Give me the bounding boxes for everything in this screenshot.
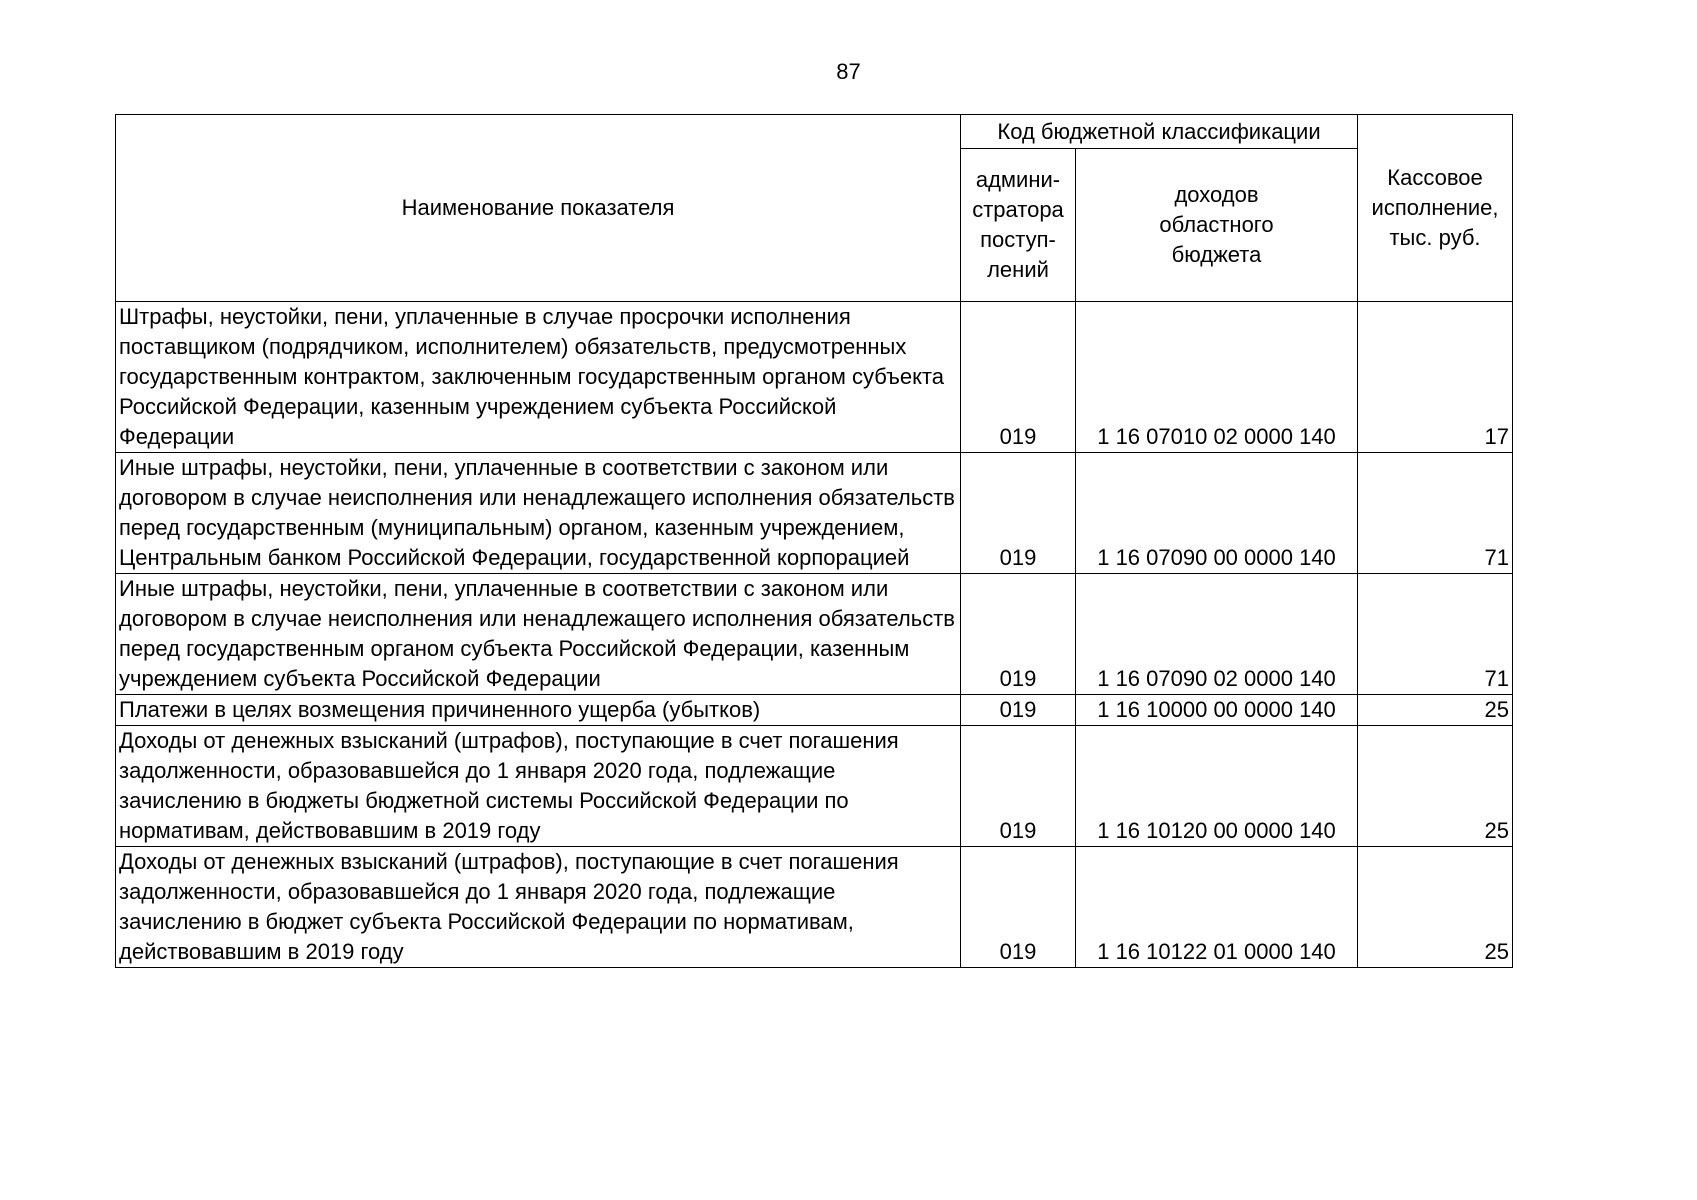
admin-code: 019 bbox=[961, 574, 1076, 695]
header-admin-line: админи- bbox=[975, 167, 1061, 192]
header-admin-line: стратора bbox=[972, 197, 1064, 222]
header-name: Наименование показателя bbox=[116, 115, 961, 302]
page-number: 87 bbox=[836, 59, 861, 84]
table-row bbox=[116, 302, 1513, 453]
income-code: 1 16 10120 00 0000 140 bbox=[1076, 726, 1358, 847]
indicator-name: Иные штрафы, неустойки, пени, уплаченные в соответствии с законом или договором в случае неисполнения или ненадлежащего исполнения обязательств перед государственным (муниципальным) органом, казенным учреждением, Центральным банком Российской Федерации, государственной корпорацией bbox=[116, 453, 961, 574]
cash-value: 25 bbox=[1358, 695, 1513, 726]
income-code: 1 16 10122 01 0000 140 bbox=[1076, 847, 1358, 968]
cash-value: 25 bbox=[1358, 847, 1513, 968]
header-admin-line: лений bbox=[987, 257, 1049, 282]
header-admin-line: поступ- bbox=[980, 227, 1056, 252]
header-cash-line: Кассовое bbox=[1387, 165, 1483, 190]
header-income-line: бюджета bbox=[1171, 242, 1262, 267]
admin-code: 019 bbox=[961, 847, 1076, 968]
income-code: 1 16 07010 02 0000 140 bbox=[1076, 302, 1358, 453]
table-row bbox=[116, 453, 1513, 574]
income-code: 1 16 07090 00 0000 140 bbox=[1076, 453, 1358, 574]
indicator-name: Доходы от денежных взысканий (штрафов), поступающие в счет погашения задолженности, образовавшейся до 1 января 2020 года, подлежащие зачислению в бюджет субъекта Российской Федерации по нормативам, действовавшим в 2019 году bbox=[116, 847, 961, 968]
header-row-top bbox=[116, 115, 1513, 149]
indicator-name: Доходы от денежных взысканий (штрафов), поступающие в счет погашения задолженности, образовавшейся до 1 января 2020 года, подлежащие зачислению в бюджеты бюджетной системы Российской Федерации по нормативам, действовавшим в 2019 году bbox=[116, 726, 961, 847]
income-code: 1 16 07090 02 0000 140 bbox=[1076, 574, 1358, 695]
admin-code: 019 bbox=[961, 726, 1076, 847]
header-code-group: Код бюджетной классификации bbox=[961, 115, 1358, 149]
cash-value: 71 bbox=[1358, 453, 1513, 574]
cash-value: 17 bbox=[1358, 302, 1513, 453]
indicator-name: Иные штрафы, неустойки, пени, уплаченные в соответствии с законом или договором в случае неисполнения или ненадлежащего исполнения обязательств перед государственным органом субъекта Российской Федерации, казенным учреждением субъекта Российской Федерации bbox=[116, 574, 961, 695]
indicator-name: Платежи в целях возмещения причиненного ущерба (убытков) bbox=[116, 695, 961, 726]
cash-value: 25 bbox=[1358, 726, 1513, 847]
header-cash bbox=[1358, 115, 1513, 302]
income-code: 1 16 10000 00 0000 140 bbox=[1076, 695, 1358, 726]
cash-value: 71 bbox=[1358, 574, 1513, 695]
admin-code: 019 bbox=[961, 453, 1076, 574]
header-cash-line: тыс. руб. bbox=[1389, 225, 1481, 250]
admin-code: 019 bbox=[961, 695, 1076, 726]
header-income-line: доходов bbox=[1174, 182, 1259, 207]
indicator-name: Штрафы, неустойки, пени, уплаченные в случае просрочки исполнения поставщиком (подрядчиком, исполнителем) обязательств, предусмотренных государственным контрактом, заключенным государственным органом субъекта Российской Федерации, казенным учреждением субъекта Российской Федерации bbox=[116, 302, 961, 453]
table-row bbox=[116, 574, 1513, 695]
admin-code: 019 bbox=[961, 302, 1076, 453]
header-cash-line: исполнение, bbox=[1371, 195, 1499, 220]
table-row bbox=[116, 695, 1513, 726]
header-admin bbox=[961, 149, 1076, 302]
header-income-line: областного bbox=[1159, 212, 1274, 237]
table-row bbox=[116, 726, 1513, 847]
table-row bbox=[116, 847, 1513, 968]
header-income bbox=[1076, 149, 1358, 302]
budget-table bbox=[115, 114, 1513, 968]
